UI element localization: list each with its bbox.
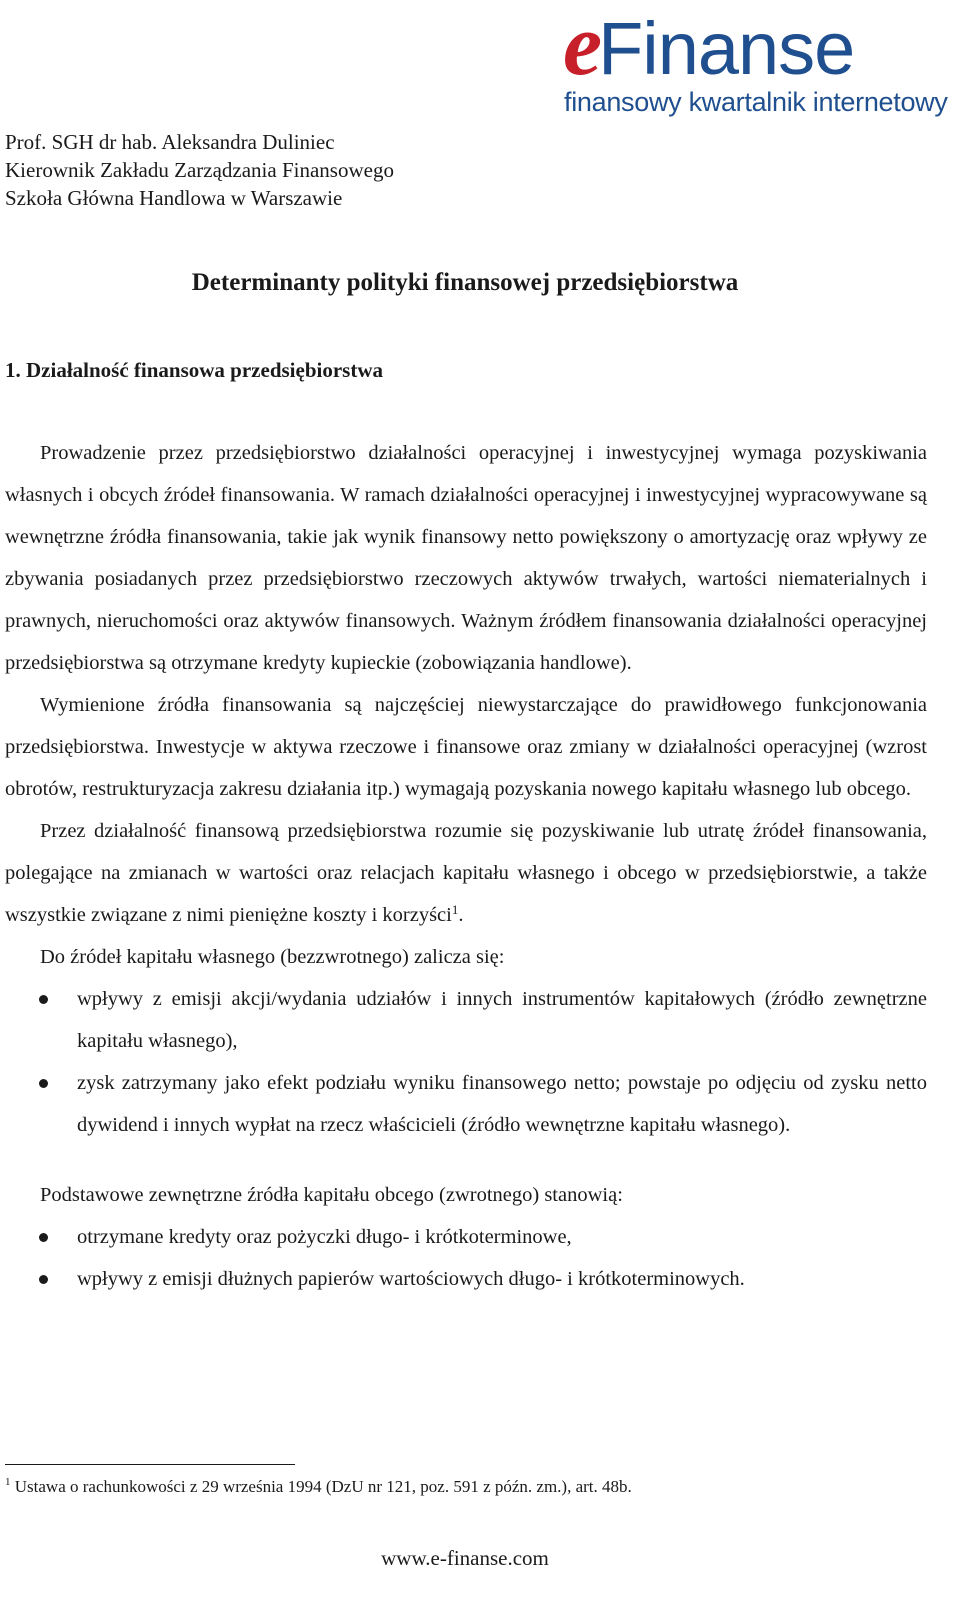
logo-wordmark (563, 0, 855, 94)
equity-sources-list (5, 978, 927, 1146)
logo-word: Finanse (598, 7, 855, 90)
list-item-text: wpływy z emisji akcji/wydania udziałów i innych instrumentów kapitałowych (źródło zewnętrzne kapitału własnego), (77, 988, 927, 1052)
paragraph-3-end: . (458, 904, 464, 926)
author-name: Prof. SGH dr hab. Aleksandra Duliniec (5, 130, 335, 154)
body-text (5, 432, 927, 1300)
debt-intro: Podstawowe zewnętrzne źródła kapitału obcego (zwrotnego) stanowią: (40, 1184, 623, 1206)
bullet-icon (39, 1275, 48, 1284)
list-item (5, 1258, 927, 1300)
list-item (5, 978, 927, 1062)
paragraph-4: Do źródeł kapitału własnego (bezzwrotnego) zalicza się: (40, 946, 505, 968)
footer-url[interactable]: www.e-finanse.com (381, 1546, 549, 1570)
paragraph-2: Wymienione źródła finansowania są najczęściej niewystarczające do prawidłowego funkcjonowania przedsiębiorstwa. Inwestycje w aktywa rzeczowe i finansowe oraz zmiany w działalności operacyjnej (wzrost obrotów, restrukturyzacja zakresu działania itp.) wymagają pozyskania nowego kapitału własnego lub obcego. (5, 694, 927, 800)
document-title: Determinanty polityki finansowej przedsiębiorstwa (191, 269, 739, 296)
footnote-text: Ustawa o rachunkowości z 29 września 1994 (DzU nr 121, poz. 591 z późn. zm.), art. 48b. (14, 1477, 632, 1496)
list-item-text: wpływy z emisji dłużnych papierów wartościowych długo- i krótkoterminowych. (77, 1268, 745, 1290)
logo-prefix: e (563, 0, 599, 94)
author-institution: Szkoła Główna Handlowa w Warszawie (5, 186, 343, 210)
footnote-ref: 1 (451, 902, 459, 917)
debt-sources-list (5, 1216, 927, 1300)
paragraph-3-text: Przez działalność finansową przedsiębiorstwa rozumie się pozyskiwanie lub utratę źródeł finansowania, polegające na zmianach w wartości oraz relacjach kapitału własnego i obcego w przedsiębiorstwie, a także wszystkie związane z nimi pieniężne koszty i korzyści (5, 820, 927, 926)
efinanse-logo (563, 0, 948, 132)
author-block (5, 128, 394, 212)
author-position: Kierownik Zakładu Zarządzania Finansowego (5, 158, 394, 182)
bullet-icon (39, 995, 48, 1004)
footnote-divider (5, 1464, 295, 1465)
bullet-icon (39, 1079, 48, 1088)
list-item (5, 1062, 927, 1146)
list-item-text: otrzymane kredyty oraz pożyczki długo- i krótkoterminowe, (77, 1226, 572, 1248)
list-item (5, 1216, 927, 1258)
list-item-text: zysk zatrzymany jako efekt podziału wyniku finansowego netto; powstaje po odjęciu od zysku netto dywidend i innych wypłat na rzecz właścicieli (źródło wewnętrzne kapitału własnego). (77, 1072, 927, 1136)
logo-tagline: finansowy kwartalnik internetowy (564, 87, 948, 117)
paragraph-3 (5, 810, 927, 936)
paragraph-1: Prowadzenie przez przedsiębiorstwo działalności operacyjnej i inwestycyjnej wymaga pozyskiwania własnych i obcych źródeł finansowania. W ramach działalności operacyjnej i inwestycyjnej wypracowywane są wewnętrzne źródła finansowania, takie jak wynik finansowy netto powiększony o amortyzację oraz wpływy ze zbywania posiadanych przez przedsiębiorstwo rzeczowych aktywów trwałych, wartości niematerialnych i prawnych, nieruchomości oraz aktywów finansowych. Ważnym źródłem finansowania działalności operacyjnej przedsiębiorstwa są otrzymane kredyty kupieckie (zobowiązania handlowe). (5, 442, 927, 674)
section-heading: 1. Działalność finansowa przedsiębiorstwa (5, 358, 383, 382)
footnote-marker: 1 (5, 1476, 11, 1488)
bullet-icon (39, 1233, 48, 1242)
footnote (5, 1475, 632, 1499)
